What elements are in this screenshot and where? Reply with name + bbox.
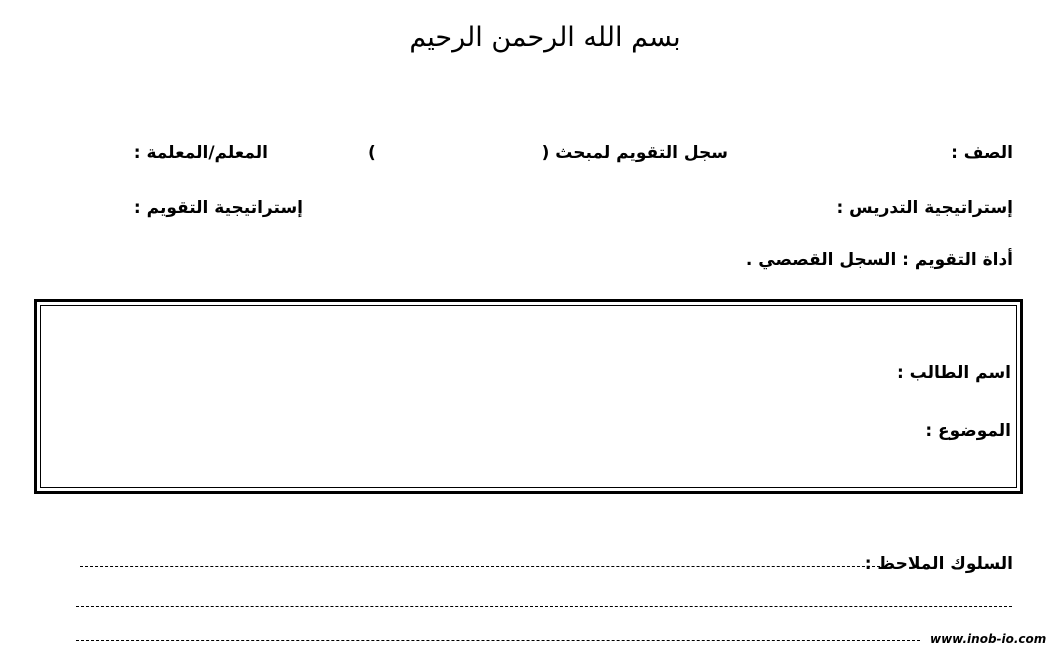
- observation-line-1: [80, 566, 880, 567]
- subject-record-label: سجل التقويم لمبحث (: [541, 143, 728, 163]
- observation-line-2: [76, 606, 1012, 607]
- assessment-tool-label: أداة التقويم : السجل القصصي .: [745, 250, 1013, 270]
- student-info-box: [34, 299, 1023, 494]
- website-footer: www.inob-io.com: [930, 632, 1047, 646]
- observation-line-3: [76, 640, 920, 641]
- teacher-label: المعلم/المعلمة :: [133, 143, 268, 163]
- class-label: الصف :: [951, 143, 1013, 163]
- student-name-label: اسم الطالب :: [896, 363, 1011, 383]
- assessment-strategy-label: إستراتيجية التقويم :: [133, 198, 303, 218]
- observed-behavior-label: السلوك الملاحظ :: [864, 554, 1013, 574]
- topic-label: الموضوع :: [925, 421, 1011, 441]
- teaching-strategy-label: إستراتيجية التدريس :: [836, 198, 1013, 218]
- subject-record-close: ): [368, 143, 376, 163]
- basmala-heading: بسم الله الرحمن الرحيم: [409, 22, 681, 53]
